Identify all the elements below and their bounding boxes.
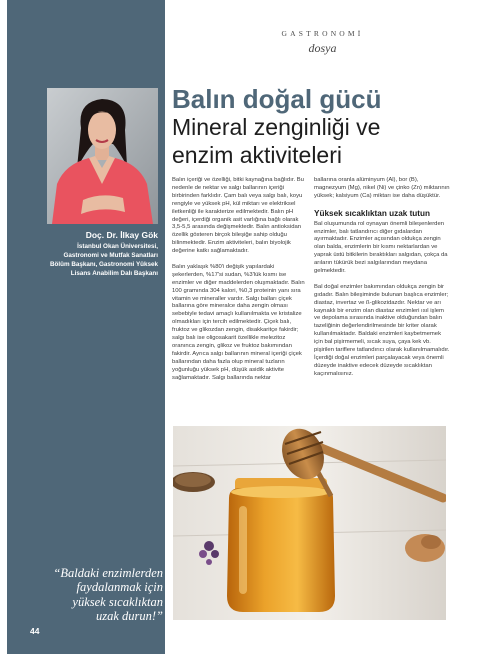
- page-gutter: [0, 0, 7, 654]
- quote-line: uzak durun!”: [95, 609, 163, 624]
- body-paragraph: Balın yaklaşık %80'i değişik yapılardaki şekerlerden, %17'si sudan, %3'lük kısmı ise enzimler ve diğer maddelerden oluşmaktadır. Balın 100 gramında 304 kalori, %0,3 proteinin yanı sıra vitamin ve mineraller vardır. Salgı balları çiçek ballarına göre mineralce daha zengin olması sebebiyle tedavi amaçlı kullanılmakta ve kristalize olmadıkları için tercih edilmektedir. Çiçek balı, fruktoz ve glikozdan zengin, disakkaritçe fakirdir; salgı balı ise oligosakarit özellikle melezitoz oranınca zengin, glikoz ve fruktoz bakımından fakirdir. Ayrıca salgı ballarının mineral içeriği çiçek ballarından daha fazla olup mineral tuzların yoğunluğu yüksek pH, düşük asidik aktivite sağlamaktadır. Salgı ballarında nektar: [172, 263, 305, 381]
- body-column-2: [314, 177, 450, 387]
- author-name: Doç. Dr. İlkay Gök: [85, 230, 158, 240]
- article-title: Balın doğal gücü: [172, 84, 382, 114]
- body-paragraph: Balın içeriği ve özelliği, bitki kaynağına bağlıdır. Bu nedenle de nektar ve salgı ballarının içeriği birbirinden farklıdır. Çam balı veya salgı balı, koyu rengiyle ve yüksek pH, kül miktarı ve elektriksel iletkenliği ile karakterize edilmektedir. Balın pH değeri, içerdiği organik asit varlığına bağlı olarak 3,5-5,5 arasında değişmektedir. Balın antioksidan özellik gösteren birçok bileşiğe sahip olduğu bilinmektedir. Enzim aktiviteleri, balın biyolojik değerine katkı sağlamaktadır.: [172, 177, 304, 255]
- author-portrait: [47, 88, 158, 224]
- quote-line: “Baldaki enzimlerden: [53, 566, 163, 580]
- affiliation-line: İstanbul Okan Üniversitesi,: [77, 243, 158, 250]
- affiliation-line: Gastronomi ve Mutfak Sanatları: [63, 252, 158, 259]
- page-number: 44: [30, 626, 40, 636]
- author-affiliation: [14, 242, 158, 278]
- affiliation-line: Bölüm Başkanı, Gastronomi Yüksek: [49, 261, 158, 268]
- body-paragraph: Bal doğal enzimler bakımından oldukça zengin bir gıdadır. Balın bileşiminde bulunan başlıca enzimler; diastaz, invertaz ve ß-glikozidazdır. Nektar ve arı kaynaklı bir enzim olan diastaz enzimleri ısıl işlem ve depolama sırasında inaktive olduğundan balın tazeliğinin değerlendirilmesinde bir kriter olarak kullanılmaktadır. Baldaki enzimleri kaybetmemek için bal pişirmemeli, sıcak suya, çaya kek vb. pişirilen tariflere tatlandırıcı olarak kullanılmamalıdır. İçerdiği doğal enzimleri parçalayacak veya önemli düzeyde inaktive edecek düzeyde sıcaklıktan kaçınmalısınız.: [314, 283, 450, 377]
- body-paragraph: ballarına oranla alüminyum (Al), bor (B), magnezyum (Mg), nikel (Ni) ve çinko (Zn) miktarının yüksek; kalsiyum (Ca) miktarı ise daha düşüktür.: [314, 177, 450, 199]
- section-label: dosya: [308, 41, 337, 55]
- body-column-1: [172, 177, 308, 390]
- section-subheading: Yüksek sıcaklıktan uzak tutun: [314, 208, 431, 218]
- article-subtitle-line: Mineral zenginliği ve: [172, 114, 381, 140]
- honey-jar-photo: [173, 426, 446, 620]
- magazine-name: GASTRONOMİ: [281, 29, 364, 38]
- affiliation-line: Lisans Anabilim Dalı Başkanı: [70, 270, 158, 277]
- quote-line: yüksek sıcaklıktan: [72, 594, 163, 609]
- pull-quote: [18, 566, 163, 624]
- body-paragraph: Bal oluşumunda rol oynayan önemli bileşenlerden enzimler, balı tatlandırıcı diğer gıdalardan ayırmaktadır. Enzimler açısından oldukça zengin olan balda, enzimlerin bir kısmı nektarlardan ve yaprak üstü bitkilerin bıraktıkları salgıdan, çokça da arıların tükürük bezi salgılarından meydana gelmektedir.: [314, 220, 448, 275]
- article-subtitle-line: enzim aktiviteleri: [172, 142, 342, 168]
- quote-line: faydalanmak için: [76, 580, 163, 595]
